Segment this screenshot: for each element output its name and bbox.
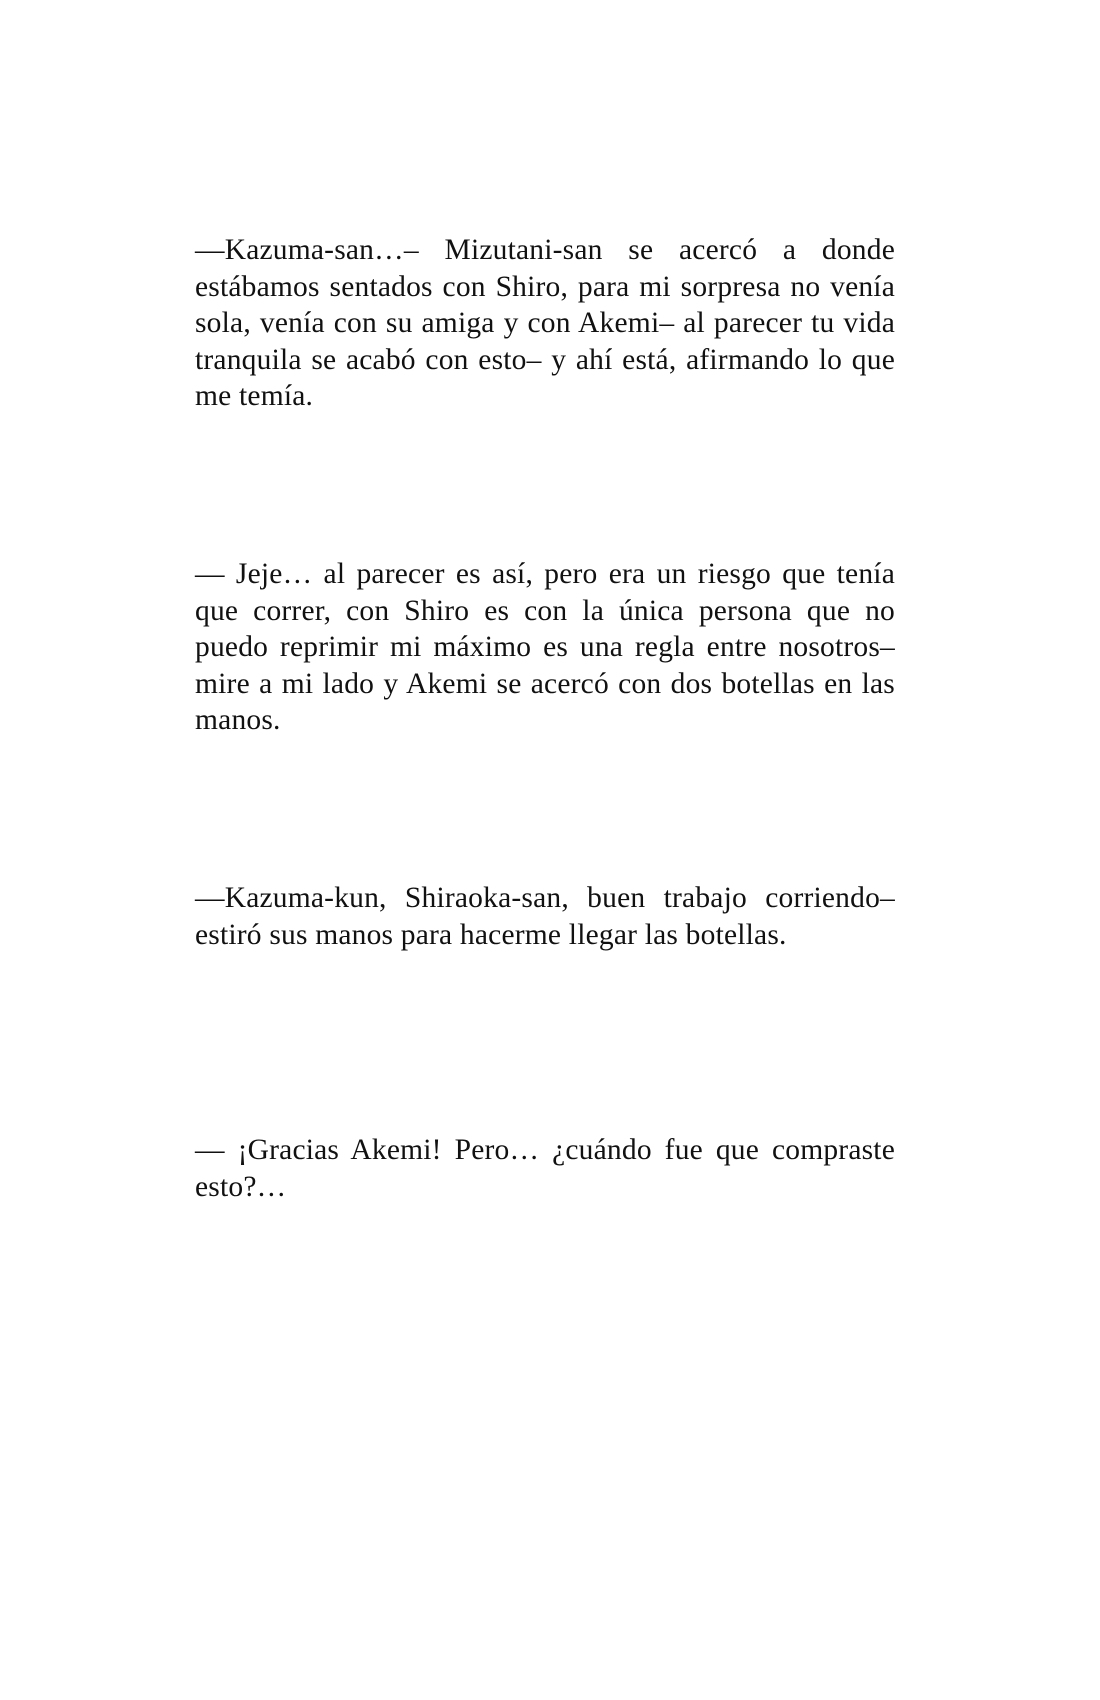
paragraph-3: —Kazuma-kun, Shiraoka-san, buen trabajo corriendo– estiró sus manos para hacerme llegar las botellas.: [195, 882, 895, 951]
paragraph-4: — ¡Gracias Akemi! Pero… ¿cuándo fue que compraste esto?…: [195, 1134, 895, 1203]
paragraph-2: — Jeje… al parecer es así, pero era un riesgo que tenía que correr, con Shiro es con la única persona que no puedo reprimir mi máximo es una regla entre nosotros– mire a mi lado y Akemi se acercó con dos botellas en las manos.: [195, 558, 895, 736]
paragraph-1: —Kazuma-san…– Mizutani-san se acercó a donde estábamos sentados con Shiro, para mi sorpresa no venía sola, venía con su amiga y con Akemi– al parecer tu vida tranquila se acabó con esto– y ahí está, afirmando lo que me temía.: [195, 234, 895, 412]
